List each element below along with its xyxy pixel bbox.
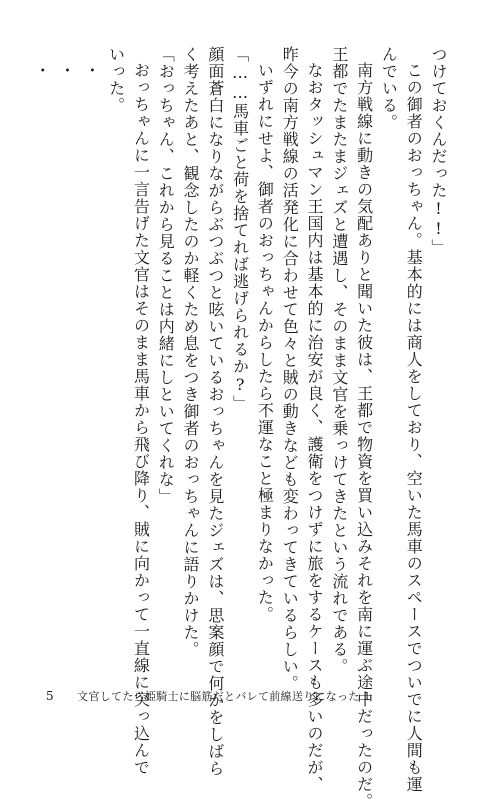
text-line: んでいる。 [379,46,399,131]
text-line: ・ [57,62,77,79]
text-line: いずれにせよ、御者のおっちゃんからしたら不運なこと極まりなかった。 [255,62,275,623]
text-line: 南方戦線に動きの気配ありと聞いた彼は、王都で物資を買い込みそれを南に運ぶ途中だったのだ。 [354,62,374,810]
page-number: 5 [46,689,54,703]
text-line: 顔面蒼白になりながらぶつぶつと呟いているおっちゃんを見たジェズは、思案顔で何かをしばら [205,46,225,777]
text-line: ・ [81,62,101,79]
text-line: おっちゃんに一言告げた文官はそのまま馬車から飛び降り、賊に向かって一直線に突っ込んで [131,62,151,776]
text-line: なおタッシュマン王国内は基本的に治安が良く、護衛をつけずに旅をするケースも多いのだが、 [305,62,325,793]
running-title: 文官してたら姫騎士に脳筋だとバレて前線送りになった 1 [77,690,371,703]
text-line: ・ [32,62,52,79]
text-line: つけておくんだった!!」 [429,46,448,256]
text-line: く考えたあと、観念したのか軽くため息をつき御者のおっちゃんに語りかけた。 [181,46,201,658]
text-line: 「おっちゃん、これから見ることは内緒にしといてくれな」 [156,46,176,505]
text-line: 昨今の南方戦線の活発化に合わせて色々と賊の動きなども変わってきているらしい。 [280,46,300,692]
text-line: この御者のおっちゃん。基本的には商人をしており、空いた馬車のスペースでついでに人間も運 [404,62,424,793]
page-footer [46,688,466,704]
text-line: いった。 [106,46,126,114]
text-line: 「……馬車ごと荷を捨てれば逃げられるか?」 [230,46,250,412]
text-line: 王都でたまたまジェズと遭遇し、そのまま文官を乗っけてきたという流れである。 [329,46,349,675]
